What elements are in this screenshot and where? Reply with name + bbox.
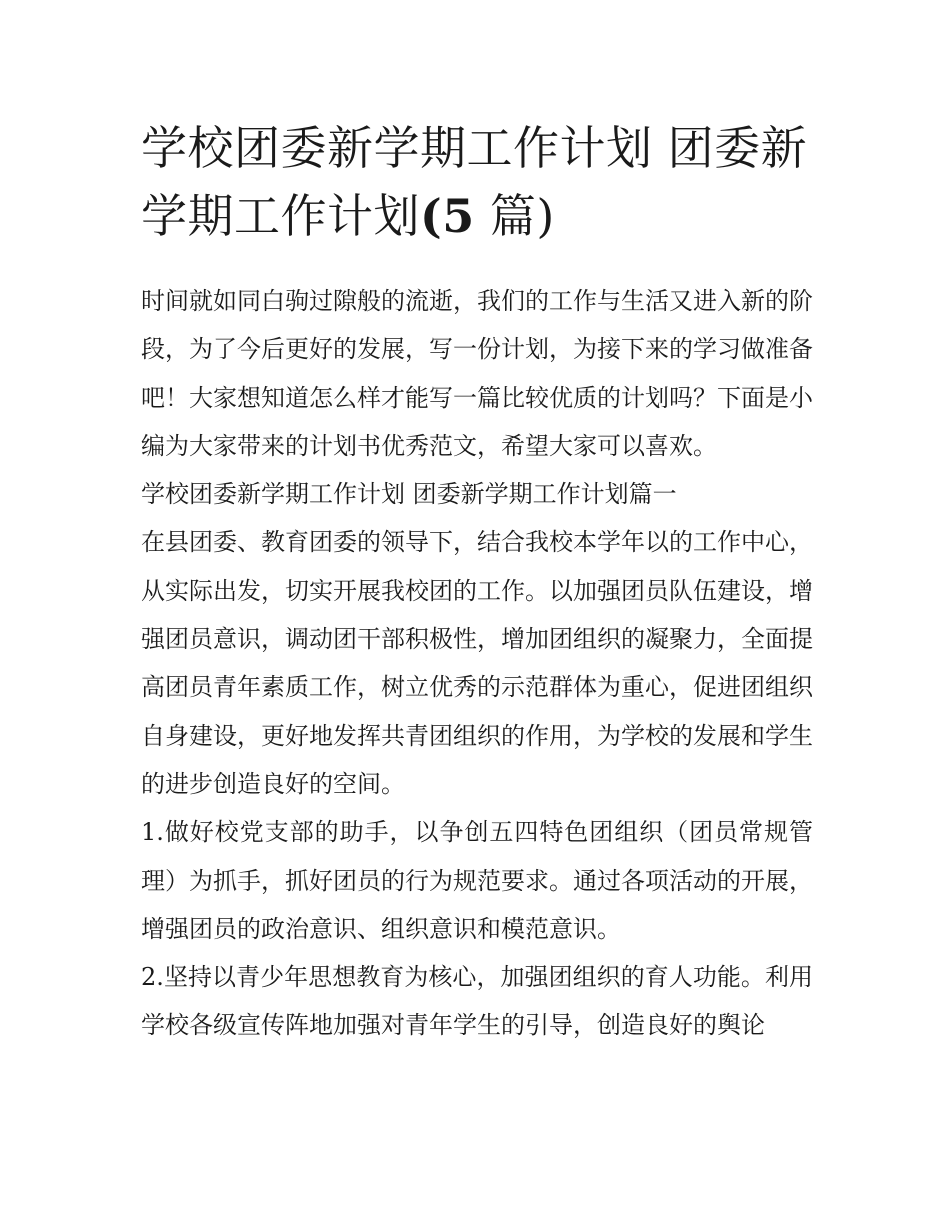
intro-paragraph: 时间就如同白驹过隙般的流逝，我们的工作与生活又进入新的阶段，为了今后更好的发展，写一份计划，为接下来的学习做准备吧！大家想知道怎么样才能写一篇比较优质的计划吗？下面是小编为大家带来的计划书优秀范文，希望大家可以喜欢。 [141, 287, 813, 460]
document-body [141, 277, 813, 1050]
document-title [141, 114, 821, 250]
title-suffix: 篇) [474, 189, 555, 243]
list-item-2: 2.坚持以青少年思想教育为核心，加强团组织的育人功能。利用学校各级宣传阵地加强对青年学生的引导，创造良好的舆论 [141, 963, 813, 1040]
title-count: (5 [420, 189, 475, 243]
list-item-1: 1.做好校党支部的助手，以争创五四特色团组织（团员常规管理）为抓手，抓好团员的行为规范要求。通过各项活动的开展，增强团员的政治意识、组织意识和模范意识。 [141, 818, 813, 943]
title-text: 学校团委新学期工作计划 团委新学期工作计划 [141, 121, 808, 243]
section-heading: 学校团委新学期工作计划 团委新学期工作计划篇一 [141, 480, 677, 509]
body-paragraph: 在县团委、教育团委的领导下，结合我校本学年以的工作中心，从实际出发，切实开展我校团的工作。以加强团员队伍建设，增强团员意识，调动团干部积极性，增加团组织的凝聚力，全面提高团员青年素质工作，树立优秀的示范群体为重心，促进团组织自身建设，更好地发挥共青团组织的作用，为学校的发展和学生的进步创造良好的空间。 [141, 528, 813, 798]
